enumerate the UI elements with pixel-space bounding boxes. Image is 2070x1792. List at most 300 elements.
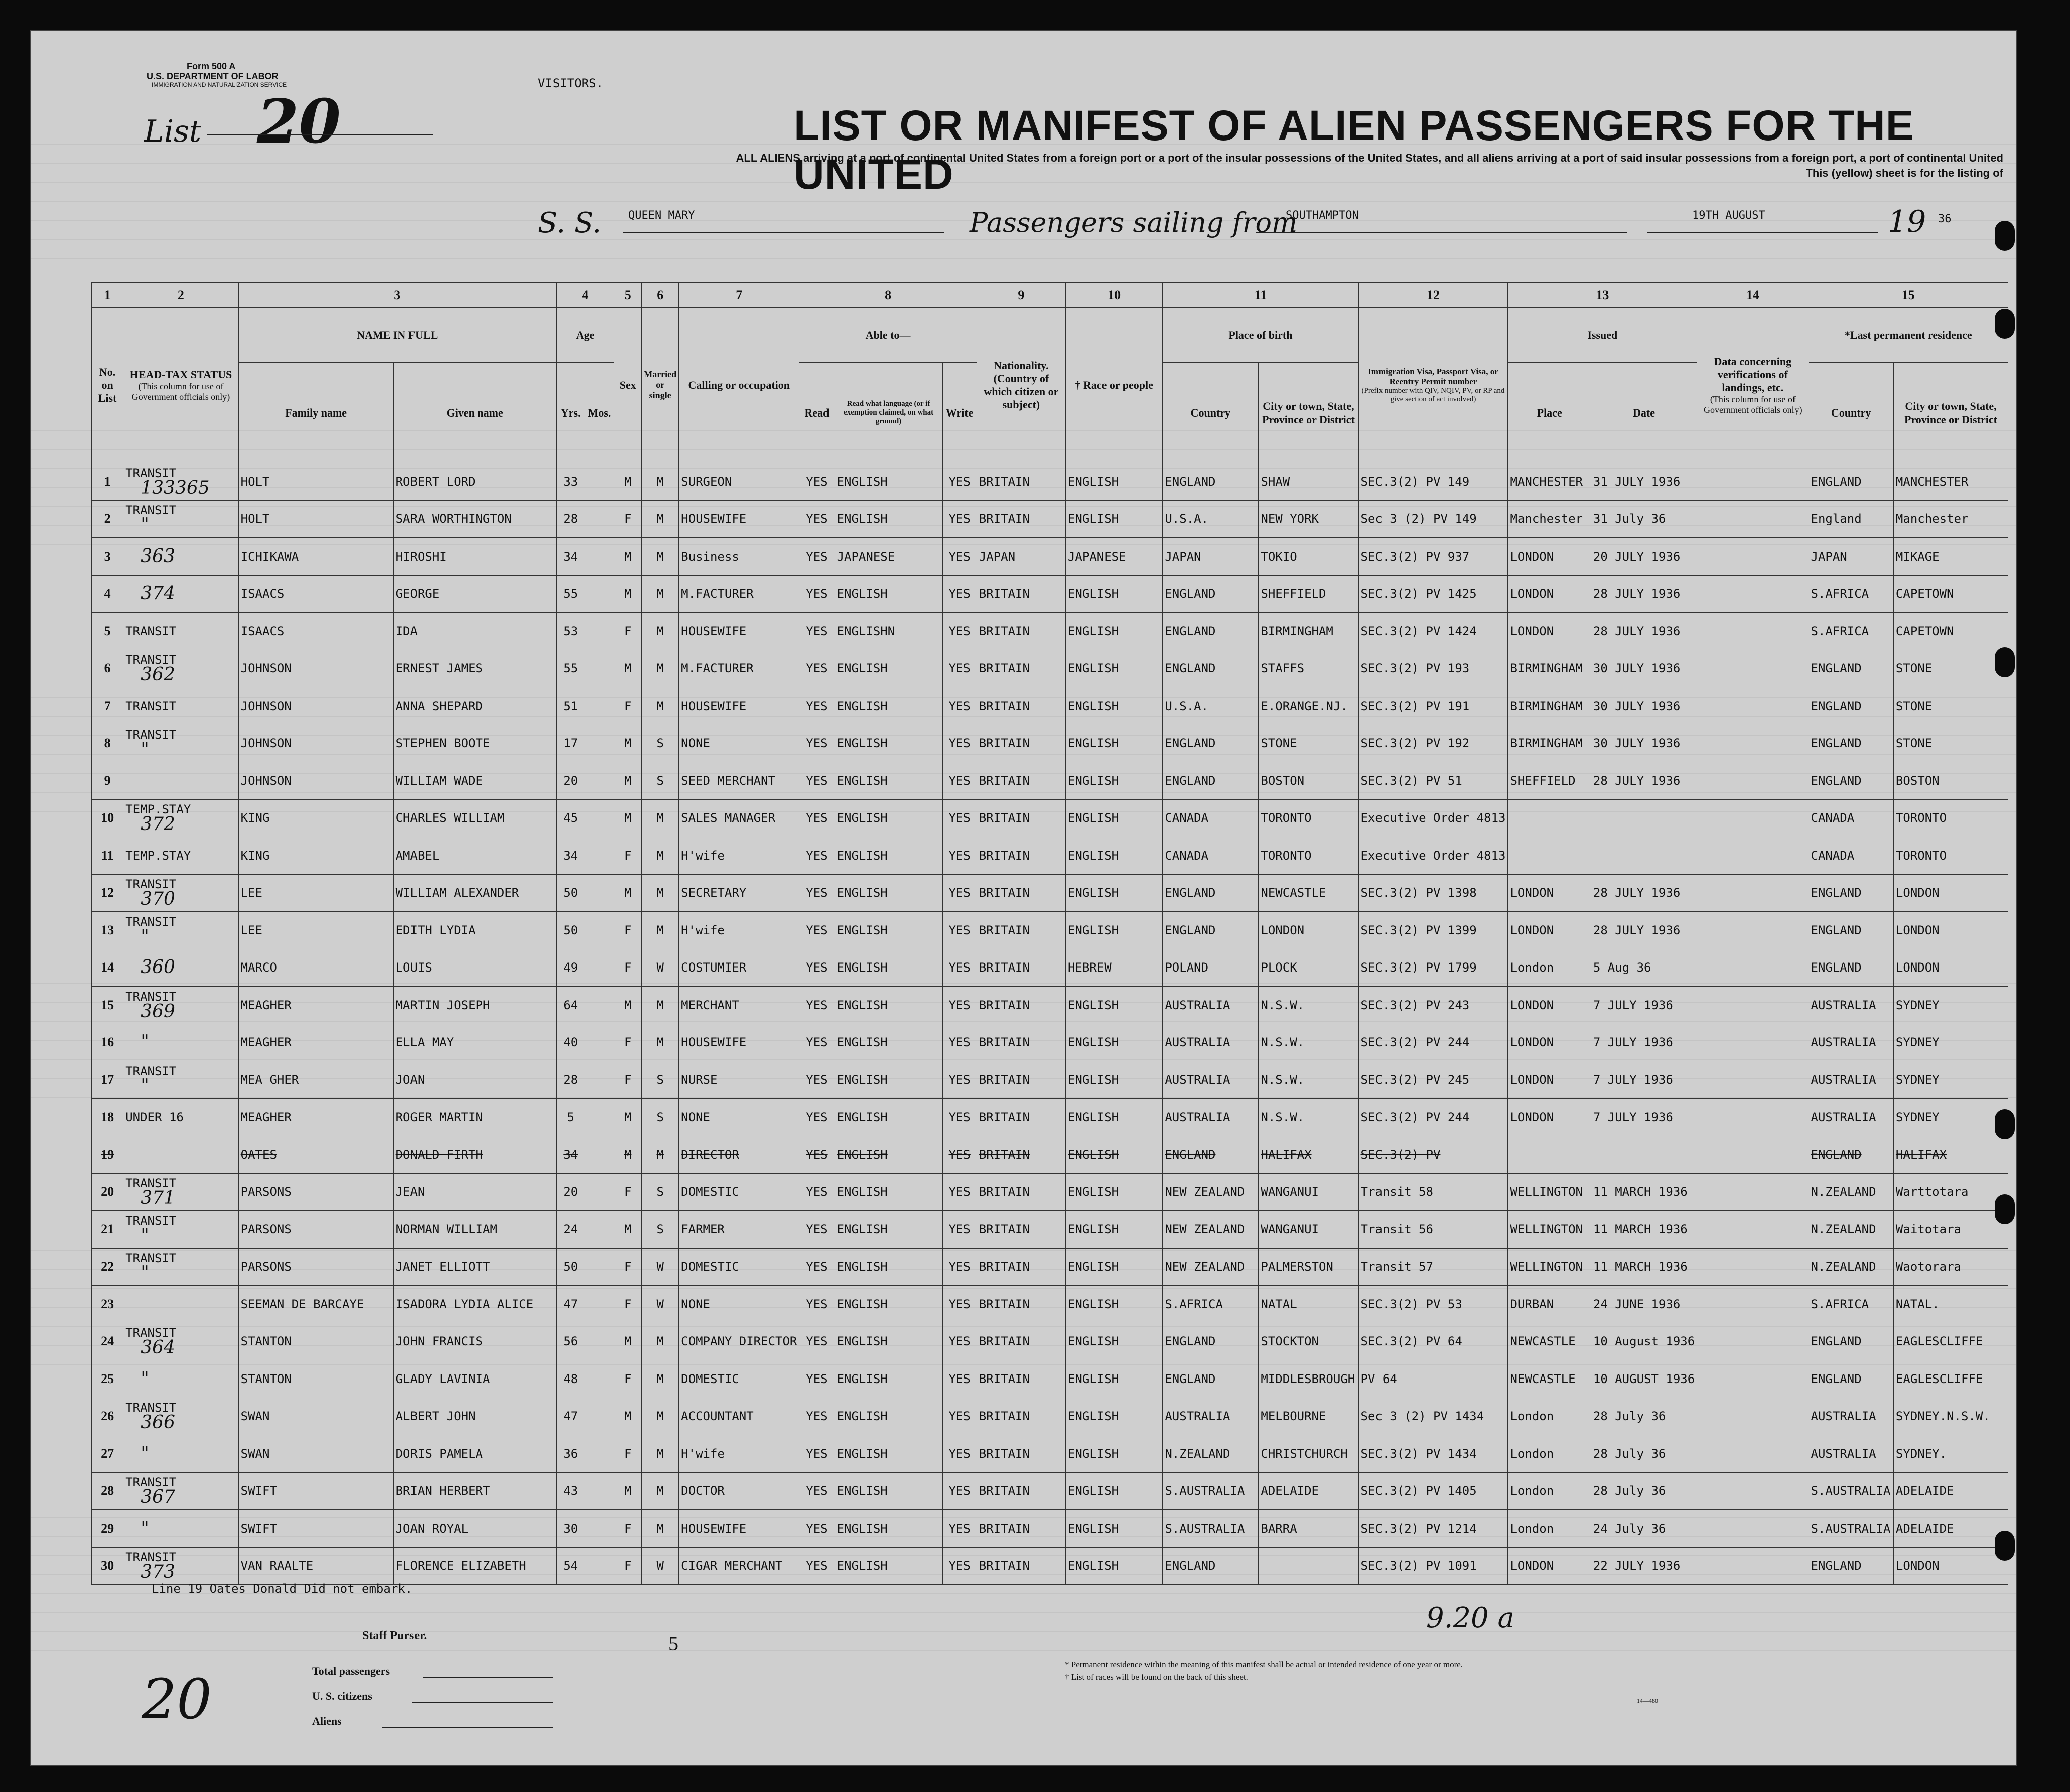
can-write: YES: [942, 725, 977, 762]
given-name: CHARLES WILLIAM: [393, 799, 556, 837]
can-read: YES: [799, 613, 835, 650]
birth-city: HALIFAX: [1259, 1136, 1358, 1174]
marital-status: W: [642, 1286, 679, 1323]
col-num: 5: [614, 283, 642, 308]
age-years: 34: [556, 1136, 585, 1174]
race-cell: ENGLISH: [1065, 837, 1162, 875]
race-header: † Race or people: [1065, 308, 1162, 463]
birth-city: N.S.W.: [1259, 1024, 1358, 1061]
verification-data: [1697, 1435, 1809, 1473]
sailing-date: 19TH AUGUST: [1692, 209, 1765, 222]
table-row: [92, 575, 2008, 613]
marital-status: M: [642, 650, 679, 687]
occupation: H'wife: [679, 1435, 799, 1473]
head-tax-status: [123, 1398, 238, 1435]
family-name: SWAN: [238, 1435, 393, 1473]
yrs-header: Yrs.: [556, 363, 585, 463]
table-row: [92, 1323, 2008, 1360]
birth-country: AUSTRALIA: [1163, 1024, 1259, 1061]
head-tax-status: [123, 1173, 238, 1211]
head-tax-text: TRANSIT: [125, 624, 177, 638]
table-row: [92, 463, 2008, 501]
occupation: FARMER: [679, 1211, 799, 1249]
can-read: YES: [799, 687, 835, 725]
visa-number: SEC.3(2) PV 192: [1358, 725, 1508, 762]
can-write: YES: [942, 949, 977, 987]
verification-data: [1697, 1398, 1809, 1435]
birth-city: PLOCK: [1259, 949, 1358, 987]
age-months: [585, 1547, 614, 1585]
head-tax-number: ": [141, 1518, 149, 1539]
residence-country: ENGLAND: [1809, 687, 1893, 725]
row-number: 26: [92, 1398, 123, 1435]
can-read: YES: [799, 1061, 835, 1099]
occupation: ACCOUNTANT: [679, 1398, 799, 1435]
last-residence-header: *Last permanent residence: [1809, 308, 2008, 363]
can-read: YES: [799, 762, 835, 800]
residence-city: LONDON: [1893, 912, 2008, 949]
race-cell: ENGLISH: [1065, 1136, 1162, 1174]
given-name: ROGER MARTIN: [393, 1098, 556, 1136]
age-months: [585, 949, 614, 987]
can-read: YES: [799, 500, 835, 538]
age-years: 34: [556, 837, 585, 875]
visa-number: Transit 56: [1358, 1211, 1508, 1249]
col-num: 13: [1508, 283, 1697, 308]
sex-cell: M: [614, 463, 642, 501]
age-months: [585, 1435, 614, 1473]
col-num: 15: [1809, 283, 2008, 308]
occupation: COMPANY DIRECTOR: [679, 1323, 799, 1360]
birth-city: TORONTO: [1259, 837, 1358, 875]
head-tax-status: [123, 463, 238, 501]
issued-place: [1508, 837, 1591, 875]
age-months: [585, 613, 614, 650]
can-write: YES: [942, 1024, 977, 1061]
birth-country: ENGLAND: [1163, 912, 1259, 949]
can-write: YES: [942, 837, 977, 875]
nationality: BRITAIN: [977, 1398, 1065, 1435]
can-read: YES: [799, 1323, 835, 1360]
age-months: [585, 575, 614, 613]
birth-city: CHRISTCHURCH: [1259, 1435, 1358, 1473]
birth-country: NEW ZEALAND: [1163, 1248, 1259, 1286]
race-cell: ENGLISH: [1065, 1323, 1162, 1360]
issued-place: London: [1508, 1510, 1591, 1548]
head-tax-status: [123, 912, 238, 949]
nationality: BRITAIN: [977, 725, 1065, 762]
birth-country: JAPAN: [1163, 538, 1259, 576]
visa-number: SEC.3(2) PV 51: [1358, 762, 1508, 800]
sex-cell: F: [614, 1248, 642, 1286]
birth-city: SHAW: [1259, 463, 1358, 501]
row-number: 6: [92, 650, 123, 687]
nationality: BRITAIN: [977, 1472, 1065, 1510]
visa-number: SEC.3(2) PV 1398: [1358, 874, 1508, 912]
department-label: U.S. DEPARTMENT OF LABOR: [147, 71, 279, 81]
sex-cell: F: [614, 613, 642, 650]
nationality: BRITAIN: [977, 613, 1065, 650]
age-years: 33: [556, 463, 585, 501]
age-years: 64: [556, 987, 585, 1024]
nationality: BRITAIN: [977, 874, 1065, 912]
nationality: BRITAIN: [977, 799, 1065, 837]
row-number: 29: [92, 1510, 123, 1548]
table-row: [92, 650, 2008, 687]
binder-hole: [1995, 1194, 2015, 1224]
head-tax-text: TRANSIT: [125, 1326, 177, 1340]
row-number: 5: [92, 613, 123, 650]
head-tax-text: TRANSIT: [125, 466, 177, 480]
issued-date: [1591, 1136, 1697, 1174]
read-language: ENGLISH: [835, 912, 942, 949]
given-name: DORIS PAMELA: [393, 1435, 556, 1473]
verification-data: [1697, 575, 1809, 613]
birth-country: ENGLAND: [1163, 762, 1259, 800]
issued-place: NEWCASTLE: [1508, 1360, 1591, 1398]
head-tax-number: ": [141, 1368, 149, 1389]
can-write: YES: [942, 799, 977, 837]
age-years: 49: [556, 949, 585, 987]
table-row: [92, 1061, 2008, 1099]
residence-city: Waitotara: [1893, 1211, 2008, 1249]
given-name: WILLIAM WADE: [393, 762, 556, 800]
verification-data: [1697, 1510, 1809, 1548]
can-write: YES: [942, 762, 977, 800]
residence-country: S.AFRICA: [1809, 613, 1893, 650]
can-read: YES: [799, 1136, 835, 1174]
read-language: ENGLISH: [835, 1024, 942, 1061]
given-name: JOAN: [393, 1061, 556, 1099]
marital-status: S: [642, 1173, 679, 1211]
residence-country: ENGLAND: [1809, 762, 1893, 800]
issued-header: Issued: [1508, 308, 1697, 363]
occupation: HOUSEWIFE: [679, 1024, 799, 1061]
row-number: 24: [92, 1323, 123, 1360]
issued-date: 7 JULY 1936: [1591, 1098, 1697, 1136]
visa-title: Immigration Visa, Passport Visa, or Reentry Permit number: [1368, 366, 1498, 386]
race-cell: ENGLISH: [1065, 613, 1162, 650]
residence-city: BOSTON: [1893, 762, 2008, 800]
age-months: [585, 874, 614, 912]
race-cell: ENGLISH: [1065, 1510, 1162, 1548]
head-tax-number: ": [141, 739, 149, 760]
residence-country-header: Country: [1809, 363, 1893, 463]
binder-hole: [1995, 647, 2015, 677]
can-read: YES: [799, 1211, 835, 1249]
binder-hole: [1995, 221, 2015, 251]
sex-cell: M: [614, 650, 642, 687]
birth-city: BIRMINGHAM: [1259, 613, 1358, 650]
table-row: [92, 799, 2008, 837]
can-write: YES: [942, 1248, 977, 1286]
verification-data: [1697, 1061, 1809, 1099]
verification-data: [1697, 949, 1809, 987]
occupation: Business: [679, 538, 799, 576]
head-tax-status: [123, 1360, 238, 1398]
age-years: 48: [556, 1360, 585, 1398]
family-name: JOHNSON: [238, 650, 393, 687]
row-number: 20: [92, 1173, 123, 1211]
year-prefix: 19: [1888, 204, 1926, 239]
issued-date: 24 JUNE 1936: [1591, 1286, 1697, 1323]
issued-place: LONDON: [1508, 575, 1591, 613]
sex-cell: M: [614, 538, 642, 576]
issued-date: 10 August 1936: [1591, 1323, 1697, 1360]
occupation: NONE: [679, 1098, 799, 1136]
port-underline: [1256, 232, 1627, 233]
head-tax-text: TRANSIT: [125, 1401, 177, 1415]
nationality: BRITAIN: [977, 1173, 1065, 1211]
issued-place: London: [1508, 949, 1591, 987]
read-language: ENGLISH: [835, 1061, 942, 1099]
residence-country: S.AUSTRALIA: [1809, 1472, 1893, 1510]
nationality: BRITAIN: [977, 1024, 1065, 1061]
birth-country: AUSTRALIA: [1163, 1098, 1259, 1136]
birth-city: TORONTO: [1259, 799, 1358, 837]
birth-city: MIDDLESBROUGH: [1259, 1360, 1358, 1398]
row-number: 10: [92, 799, 123, 837]
given-name: ROBERT LORD: [393, 463, 556, 501]
marital-status: M: [642, 500, 679, 538]
race-cell: ENGLISH: [1065, 1248, 1162, 1286]
can-read: YES: [799, 1547, 835, 1585]
birth-country: ENGLAND: [1163, 1323, 1259, 1360]
table-row: [92, 613, 2008, 650]
family-name: SWAN: [238, 1398, 393, 1435]
issued-place: WELLINGTON: [1508, 1173, 1591, 1211]
ship-underline: [623, 232, 944, 233]
sex-cell: F: [614, 1547, 642, 1585]
verification-data: [1697, 1248, 1809, 1286]
read-language: ENGLISH: [835, 463, 942, 501]
race-cell: ENGLISH: [1065, 874, 1162, 912]
residence-country: ENGLAND: [1809, 1360, 1893, 1398]
can-write: YES: [942, 874, 977, 912]
age-months: [585, 725, 614, 762]
read-language: ENGLISH: [835, 1173, 942, 1211]
family-name: KING: [238, 837, 393, 875]
can-write: YES: [942, 463, 977, 501]
no-on-list-header: No. on List: [92, 308, 123, 463]
verification-data: [1697, 1286, 1809, 1323]
birth-city: MELBOURNE: [1259, 1398, 1358, 1435]
marital-status: M: [642, 538, 679, 576]
age-months: [585, 837, 614, 875]
issued-place: LONDON: [1508, 1024, 1591, 1061]
visa-number: SEC.3(2) PV 191: [1358, 687, 1508, 725]
head-tax-status: [123, 538, 238, 576]
row-number: 25: [92, 1360, 123, 1398]
col-num: 7: [679, 283, 799, 308]
nationality: BRITAIN: [977, 687, 1065, 725]
family-name: SEEMAN DE BARCAYE: [238, 1286, 393, 1323]
can-write: YES: [942, 1547, 977, 1585]
handwritten-list-number: 20: [142, 1667, 212, 1731]
marital-status: M: [642, 987, 679, 1024]
given-name: DONALD FIRTH: [393, 1136, 556, 1174]
sex-cell: F: [614, 1435, 642, 1473]
age-months: [585, 500, 614, 538]
birth-country: U.S.A.: [1163, 687, 1259, 725]
nationality: BRITAIN: [977, 949, 1065, 987]
head-tax-number: 369: [141, 1001, 175, 1022]
head-tax-status: [123, 987, 238, 1024]
issued-place: LONDON: [1508, 1061, 1591, 1099]
occupation: DIRECTOR: [679, 1136, 799, 1174]
head-tax-text: TEMP.STAY: [125, 848, 191, 863]
head-tax-status: [123, 949, 238, 987]
birth-city: WANGANUI: [1259, 1211, 1358, 1249]
marital-status: M: [642, 1323, 679, 1360]
family-name: JOHNSON: [238, 762, 393, 800]
read-language: ENGLISH: [835, 687, 942, 725]
given-name: STEPHEN BOOTE: [393, 725, 556, 762]
head-tax-text: TRANSIT: [125, 1176, 177, 1191]
family-name: MEAGHER: [238, 1098, 393, 1136]
issued-place: WELLINGTON: [1508, 1248, 1591, 1286]
sex-cell: F: [614, 837, 642, 875]
issued-place: LONDON: [1508, 1098, 1591, 1136]
sex-cell: M: [614, 1398, 642, 1435]
birth-city: NATAL: [1259, 1286, 1358, 1323]
issued-date: 28 JULY 1936: [1591, 874, 1697, 912]
head-tax-number: 133365: [141, 477, 210, 498]
list-number: 20: [257, 86, 341, 157]
issued-date: 7 JULY 1936: [1591, 1061, 1697, 1099]
print-code: 14—480: [1637, 1697, 1658, 1704]
row-number: 14: [92, 949, 123, 987]
verification-data: [1697, 725, 1809, 762]
race-cell: ENGLISH: [1065, 575, 1162, 613]
race-cell: ENGLISH: [1065, 912, 1162, 949]
can-read: YES: [799, 874, 835, 912]
residence-country: S.AFRICA: [1809, 1286, 1893, 1323]
issued-date: 28 July 36: [1591, 1398, 1697, 1435]
service-label: IMMIGRATION AND NATURALIZATION SERVICE: [152, 81, 287, 88]
read-language: ENGLISH: [835, 1323, 942, 1360]
issued-place: London: [1508, 1398, 1591, 1435]
sex-cell: F: [614, 1360, 642, 1398]
list-number-underline: [207, 134, 433, 135]
can-write: YES: [942, 1136, 977, 1174]
occupation: COSTUMIER: [679, 949, 799, 987]
list-label: List: [144, 114, 201, 149]
can-read: YES: [799, 912, 835, 949]
visa-number: SEC.3(2) PV 1424: [1358, 613, 1508, 650]
handwritten-time: 9.20 a: [1426, 1602, 1514, 1634]
read-language: ENGLISH: [835, 650, 942, 687]
occupation: SECRETARY: [679, 874, 799, 912]
staff-purser-label: Staff Purser.: [362, 1629, 427, 1642]
given-name: EDITH LYDIA: [393, 912, 556, 949]
race-cell: ENGLISH: [1065, 725, 1162, 762]
verification-data: [1697, 1472, 1809, 1510]
occupation: HOUSEWIFE: [679, 687, 799, 725]
row-number: 4: [92, 575, 123, 613]
visa-number: Sec 3 (2) PV 1434: [1358, 1398, 1508, 1435]
head-tax-text: TRANSIT: [125, 1550, 177, 1565]
visa-number: SEC.3(2) PV 244: [1358, 1098, 1508, 1136]
race-cell: HEBREW: [1065, 949, 1162, 987]
given-name: IDA: [393, 613, 556, 650]
sex-cell: M: [614, 762, 642, 800]
verification-data: [1697, 799, 1809, 837]
verification-data: [1697, 1098, 1809, 1136]
read-language: ENGLISH: [835, 1248, 942, 1286]
table-row: [92, 1360, 2008, 1398]
read-language: ENGLISH: [835, 799, 942, 837]
age-months: [585, 912, 614, 949]
marital-status: M: [642, 1136, 679, 1174]
visa-number: SEC.3(2) PV 1434: [1358, 1435, 1508, 1473]
nationality: BRITAIN: [977, 1098, 1065, 1136]
age-years: 28: [556, 1061, 585, 1099]
can-read: YES: [799, 538, 835, 576]
can-read: YES: [799, 575, 835, 613]
issued-place: London: [1508, 1435, 1591, 1473]
verification-data: [1697, 463, 1809, 501]
marital-status: M: [642, 912, 679, 949]
issued-place: SHEFFIELD: [1508, 762, 1591, 800]
residence-city: EAGLESCLIFFE: [1893, 1360, 2008, 1398]
issued-date: 22 JULY 1936: [1591, 1547, 1697, 1585]
issued-place: LONDON: [1508, 987, 1591, 1024]
sex-cell: M: [614, 575, 642, 613]
visa-number: SEC.3(2) PV 244: [1358, 1024, 1508, 1061]
marital-status: S: [642, 1211, 679, 1249]
can-read: YES: [799, 463, 835, 501]
nationality: BRITAIN: [977, 1547, 1065, 1585]
head-tax-status: [123, 1024, 238, 1061]
read-language: ENGLISH: [835, 1398, 942, 1435]
sex-cell: F: [614, 912, 642, 949]
birth-city: PALMERSTON: [1259, 1248, 1358, 1286]
issued-place: [1508, 799, 1591, 837]
given-name: NORMAN WILLIAM: [393, 1211, 556, 1249]
nationality: BRITAIN: [977, 1248, 1065, 1286]
marital-status: M: [642, 837, 679, 875]
visa-number: SEC.3(2) PV 149: [1358, 463, 1508, 501]
visa-number: PV 64: [1358, 1360, 1508, 1398]
issued-place: LONDON: [1508, 1547, 1591, 1585]
issued-place: NEWCASTLE: [1508, 1323, 1591, 1360]
head-tax-status: [123, 1547, 238, 1585]
can-write: YES: [942, 1211, 977, 1249]
birth-city: BARRA: [1259, 1510, 1358, 1548]
row-number: 7: [92, 687, 123, 725]
birth-city: E.ORANGE.NJ.: [1259, 687, 1358, 725]
head-tax-status: [123, 1136, 238, 1174]
issued-date: 30 JULY 1936: [1591, 650, 1697, 687]
issued-date: 5 Aug 36: [1591, 949, 1697, 987]
age-years: 43: [556, 1472, 585, 1510]
visa-note: (Prefix number with QIV, NQIV, PV, or RP and give section of act involved): [1361, 386, 1505, 403]
issued-place: London: [1508, 1472, 1591, 1510]
nationality: BRITAIN: [977, 837, 1065, 875]
nationality: BRITAIN: [977, 987, 1065, 1024]
read-language: ENGLISH: [835, 837, 942, 875]
birth-country: AUSTRALIA: [1163, 1061, 1259, 1099]
can-write: YES: [942, 538, 977, 576]
issued-date: 28 JULY 1936: [1591, 762, 1697, 800]
col-num: 8: [799, 283, 977, 308]
head-tax-status: [123, 1323, 238, 1360]
row-number: 9: [92, 762, 123, 800]
head-tax-status: [123, 613, 238, 650]
head-tax-number: ": [141, 1225, 149, 1246]
issued-date: 7 JULY 1936: [1591, 987, 1697, 1024]
